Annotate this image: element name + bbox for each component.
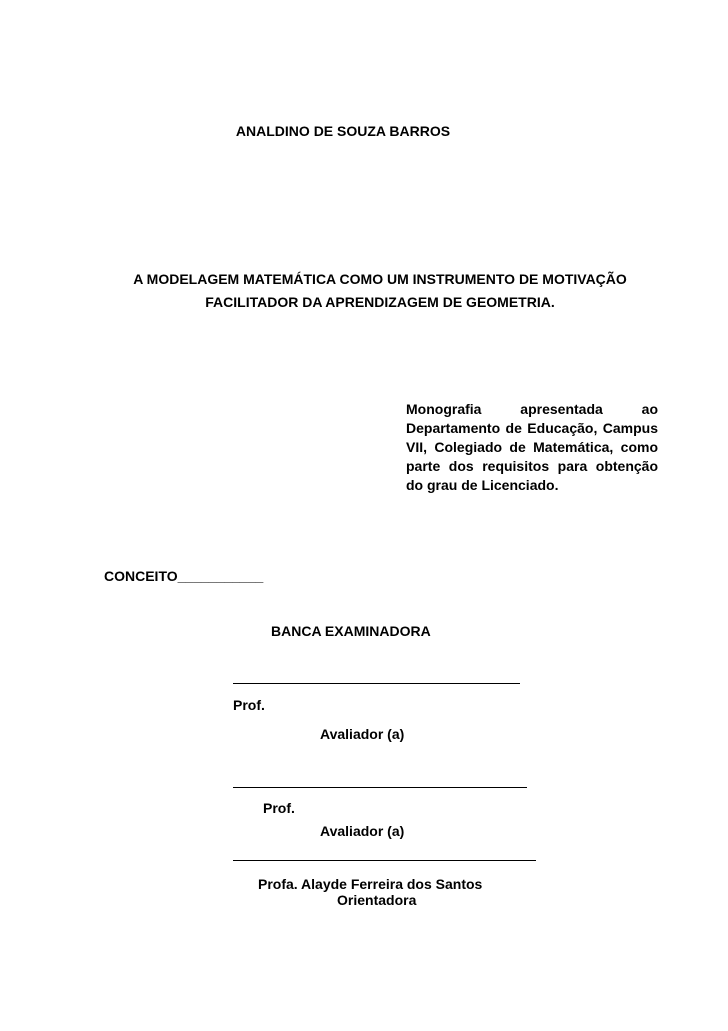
examiner-2-prof: Prof.	[263, 800, 295, 816]
advisor-role: Orientadora	[337, 892, 417, 908]
banca-heading: BANCA EXAMINADORA	[271, 623, 431, 639]
author-name: ANALDINO DE SOUZA BARROS	[235, 123, 451, 139]
monograph-note: Monografia apresentada ao Departamento de Educação, Campus VII, Colegiado de Matemática, como parte dos requisitos para obtenção do grau de Licenciado.	[406, 401, 658, 493]
conceito-field: CONCEITO___________	[104, 568, 264, 584]
signature-line-3	[233, 860, 536, 861]
title-line-1: A MODELAGEM MATEMÁTICA COMO UM INSTRUMENTO DE MOTIVAÇÃO	[133, 271, 627, 287]
title-line-2: FACILITADOR DA APRENDIZAGEM DE GEOMETRIA.	[205, 294, 555, 310]
advisor-name: Profa. Alayde Ferreira dos Santos	[258, 876, 483, 892]
signature-line-2	[233, 787, 527, 788]
signature-line-1	[233, 683, 520, 684]
examiner-1-prof: Prof.	[233, 697, 265, 713]
examiner-2-role: Avaliador (a)	[320, 823, 405, 839]
examiner-1-role: Avaliador (a)	[320, 726, 405, 742]
